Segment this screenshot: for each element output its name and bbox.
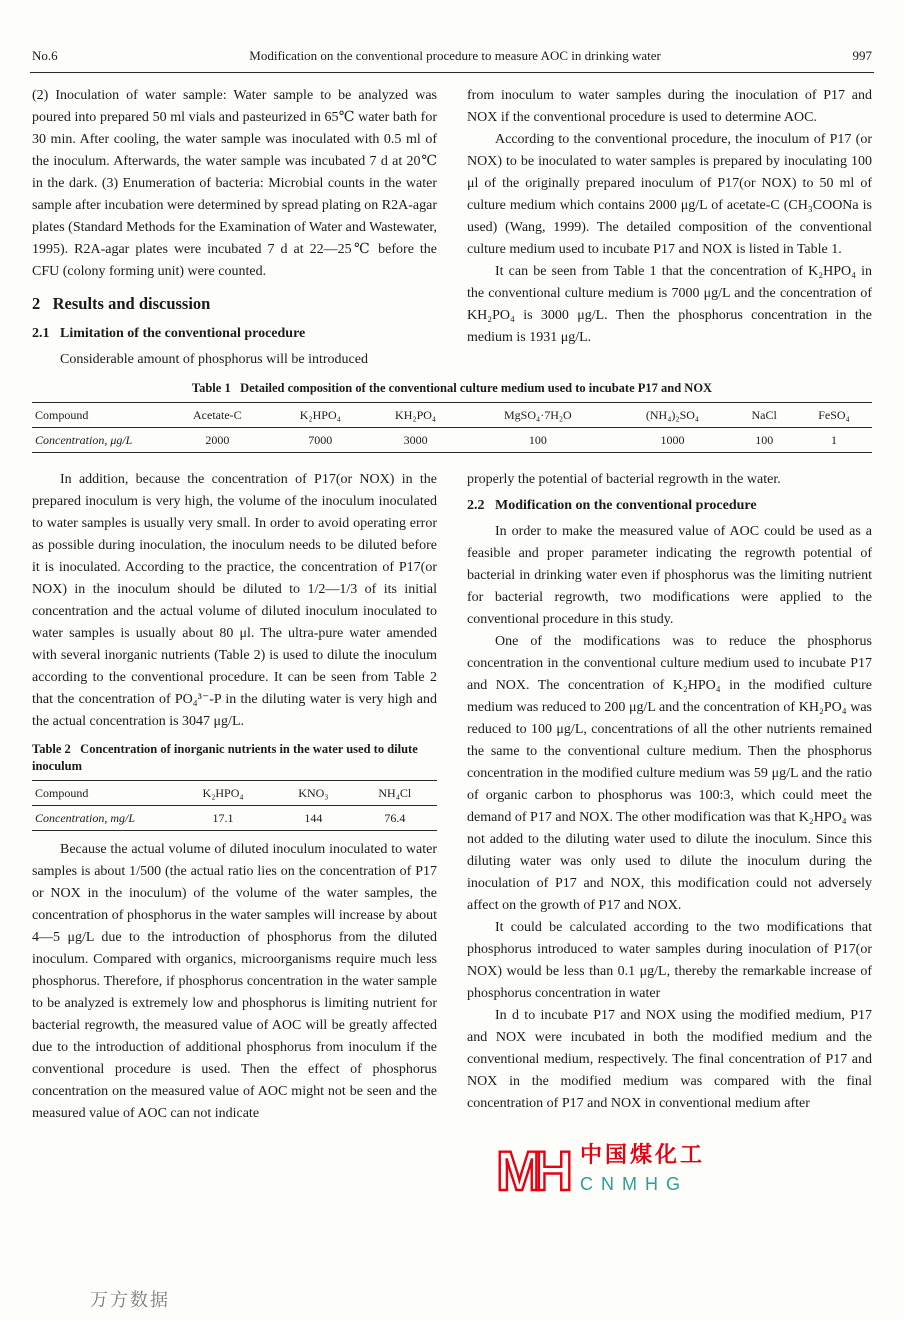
table1-section — [0, 371, 904, 457]
table1-header-k2hpo4: K₂HPO₄ — [299, 408, 341, 422]
coal-chem-logo-icon — [496, 1134, 574, 1204]
wanfang-watermark: 万方数据 — [90, 1290, 170, 1311]
paragraph-inoculation: (2) Inoculation of water sample: Water sample to be analyzed was poured into prepared 50 ml vials and pasteurized in 65℃ water bath for 30 min. After cooling, the water sample was inoculated with 0.5 ml of the inoculum. Afterwards, the water sample was incubated 7 d at 20℃ in the dark. (3) Enumeration of bacteria: Microbial counts in the water sample after incubation were determined by spread plating on R2A-agar plates (Standard Methods for the Examination of Water and Wastewater, 1995). R2A-agar plates were incubated 7 d at 22—25℃ before the CFU (colony forming unit) were counted. — [32, 88, 437, 279]
table1-row-label: Concentration, μg/L — [35, 433, 133, 447]
table1-value: 7000 — [308, 433, 333, 447]
subsection-heading-modification: 2.2 Modification on the conventional procedure — [467, 498, 757, 513]
table1-header-kh2po4: KH₂PO₄ — [395, 408, 437, 422]
table1-value: 1000 — [660, 433, 685, 447]
table1-header-feso4: FeSO₄ — [818, 408, 850, 422]
table1-data-row — [32, 428, 872, 453]
table1-value: 100 — [528, 433, 547, 447]
page-header — [0, 0, 904, 72]
watermark-latin-brand: CNMHG — [580, 1173, 688, 1194]
left-column-bottom — [32, 469, 437, 1125]
running-title: Modification on the conventional procedure to measure AOC in drinking water — [249, 48, 661, 63]
table1-value: 3000 — [403, 433, 428, 447]
journal-issue: No.6 — [32, 48, 58, 63]
section-heading-results: 2 Results and discussion — [32, 294, 211, 313]
table1-header-nh42so4: (NH₄)₂SO₄ — [645, 408, 700, 422]
paragraph-properly: properly the potential of bacterial regrowth in the water. — [467, 472, 781, 487]
table1-header-compound: Compound — [35, 408, 89, 422]
table2-header-k2hpo4: K₂HPO₄ — [202, 786, 244, 800]
paragraph-incubate: In d to incubate P17 and NOX using the modified medium, P17 and NOX were incubated in both the modified medium and the conventional medium, respectively. The final concentration of P17 and NOX in the modified medium was compared with the final concentration of P17 and NOX in conventional medium after — [467, 1008, 872, 1111]
right-column-top — [467, 85, 872, 371]
publisher-watermark — [496, 1128, 722, 1210]
subsection-heading-limitation: 2.1 Limitation of the conventional procedure — [32, 326, 306, 341]
svg-text:MH: MH — [496, 1139, 564, 1202]
paragraph-in-order: In order to make the measured value of AOC could be used as a feasible and proper parameter indicating the regrowth potential of bacterial in drinking water even if phosphorus was the limiting nutrient for bacterial regrowth, two modifications were applied to the conventional procedure in this study. — [467, 524, 872, 627]
table1-value: 2000 — [205, 433, 230, 447]
table1-header-acetate: Acetate-C — [193, 408, 242, 422]
table2-caption: Table 2 Concentration of inorganic nutrients in the water used to dilute inoculum — [32, 742, 421, 773]
watermark-cn-brand: 中国煤化工 — [580, 1142, 706, 1168]
paragraph-table1-seen: It can be seen from Table 1 that the concentration of K₂HPO₄ in the conventional culture medium is 7000 μg/L and the concentration of KH₂PO₄ is 3000 μg/L. Then the phosphorus concentration in the medium is 1931 μg/L. — [467, 264, 872, 345]
bottom-columns — [0, 457, 904, 1125]
left-column-top — [32, 85, 437, 371]
right-column-bottom — [467, 469, 872, 1125]
table2-header-kno3: KNO₃ — [298, 786, 329, 800]
table1-header-row — [32, 403, 872, 428]
paragraph-considerable: Considerable amount of phosphorus will be introduced — [60, 352, 368, 367]
table2-header-row — [32, 781, 437, 806]
paragraph-calculated: It could be calculated according to the two modifications that phosphorus introduced to water samples during inoculation of P17(or NOX) would be less than 0.1 μg/L, thereby the remarkable increase of phosphorus concentration in water — [467, 920, 872, 1001]
table1-header-mgso4: MgSO₄·7H₂O — [504, 408, 572, 422]
table1 — [32, 402, 872, 453]
table2-header-compound: Compound — [35, 786, 89, 800]
table1-caption: Table 1 Detailed composition of the conventional culture medium used to incubate P17 and NOX — [191, 381, 713, 395]
paragraph-according: According to the conventional procedure, the inoculum of P17 (or NOX) to be inoculated to water samples is prepared by inoculating 100 μl of the originally prepared inoculum of P17(or NOX) to 50 ml of culture medium which contains 2000 μg/L of acetate-C (CH₃COONa is used) (Wang, 1999). The detailed composition of the conventional culture medium used to incubate P17 and NOX is listed in Table 1. — [467, 132, 872, 257]
top-columns — [0, 73, 904, 371]
table1-header-nacl: NaCl — [751, 408, 777, 422]
table2 — [32, 780, 437, 831]
table2-value: 17.1 — [212, 811, 234, 825]
table2-value: 144 — [304, 811, 323, 825]
paragraph-in-addition: In addition, because the concentration of P17(or NOX) in the prepared inoculum is very high, the volume of the inoculum inoculated to water samples is usually very small. In order to avoid operating error as possible during inoculation, the inoculum needs to be diluted before it is inoculated. According to the practice, the concentration of P17(or NOX) in the inoculum should be diluted to 1/2—1/3 of its initial concentration and the actual volume of diluted inoculum inoculated to water samples is usually about 80 μl. The ultra-pure water amended with several inorganic nutrients (Table 2) is used to dilute the inoculum according to the conventional procedure. It can be seen from Table 2 that the concentration of PO₄³⁻-P in the diluting water is very high and the actual concentration is 3047 μg/L. — [32, 472, 437, 729]
table2-row-label: Concentration, mg/L — [35, 811, 136, 825]
table2-data-row — [32, 806, 437, 831]
watermark-text-block — [580, 1143, 705, 1196]
paragraph-one-of: One of the modifications was to reduce the phosphorus concentration in the conventional culture medium used to incubate P17 and NOX. The concentration of K₂HPO₄ in the modified culture medium was reduced to 200 μg/L and the concentration of KH₂PO₄ was reduced to 100 μg/L, concentrations of all the other nutrients remained the same to the conventional culture medium. Then the phosphorus concentration in the modified culture medium was 59 μg/L and the ratio of organic carbon to phosphorus was 100:3, which could meet the demand of P17 and NOX. The other modification was that K₂HPO₄ was not added to the diluting water used to dilute the inoculum. Since this diluting water was only used to dilute the inoculum during the inoculation of P17 and NOX, this modification could not adversely affect on the growth of P17 and NOX. — [467, 634, 872, 913]
paragraph-from-inoculum: from inoculum to water samples during the inoculation of P17 and NOX if the conventional procedure is used to determine AOC. — [467, 88, 872, 125]
paragraph-because: Because the actual volume of diluted inoculum inoculated to water samples is about 1/500 (the actual ratio lies on the concentration of P17 or NOX in the inoculum) of the volume of the water samples, the concentration of phosphorus in the water samples will increase by about 4—5 μg/L due to the introduction of phosphorus from the diluted inoculum. Compared with organics, microorganisms require much less phosphorus. Therefore, if phosphorus concentration in the water sample to be analyzed is extremely low and phosphorus is limiting nutrient for bacterial regrowth, the measured value of AOC will be greatly affected due to the introduction of additional phosphorus from inoculum if the conventional procedure is used. Then the effect of phosphorus concentration on the measured value of AOC might not be seen and the measured value of AOC can not indicate — [32, 842, 437, 1121]
table2-value: 76.4 — [384, 811, 406, 825]
table1-value: 100 — [755, 433, 774, 447]
table2-header-nh4cl: NH₄Cl — [378, 786, 412, 800]
table1-value: 1 — [830, 433, 837, 447]
page-number: 997 — [852, 48, 872, 63]
